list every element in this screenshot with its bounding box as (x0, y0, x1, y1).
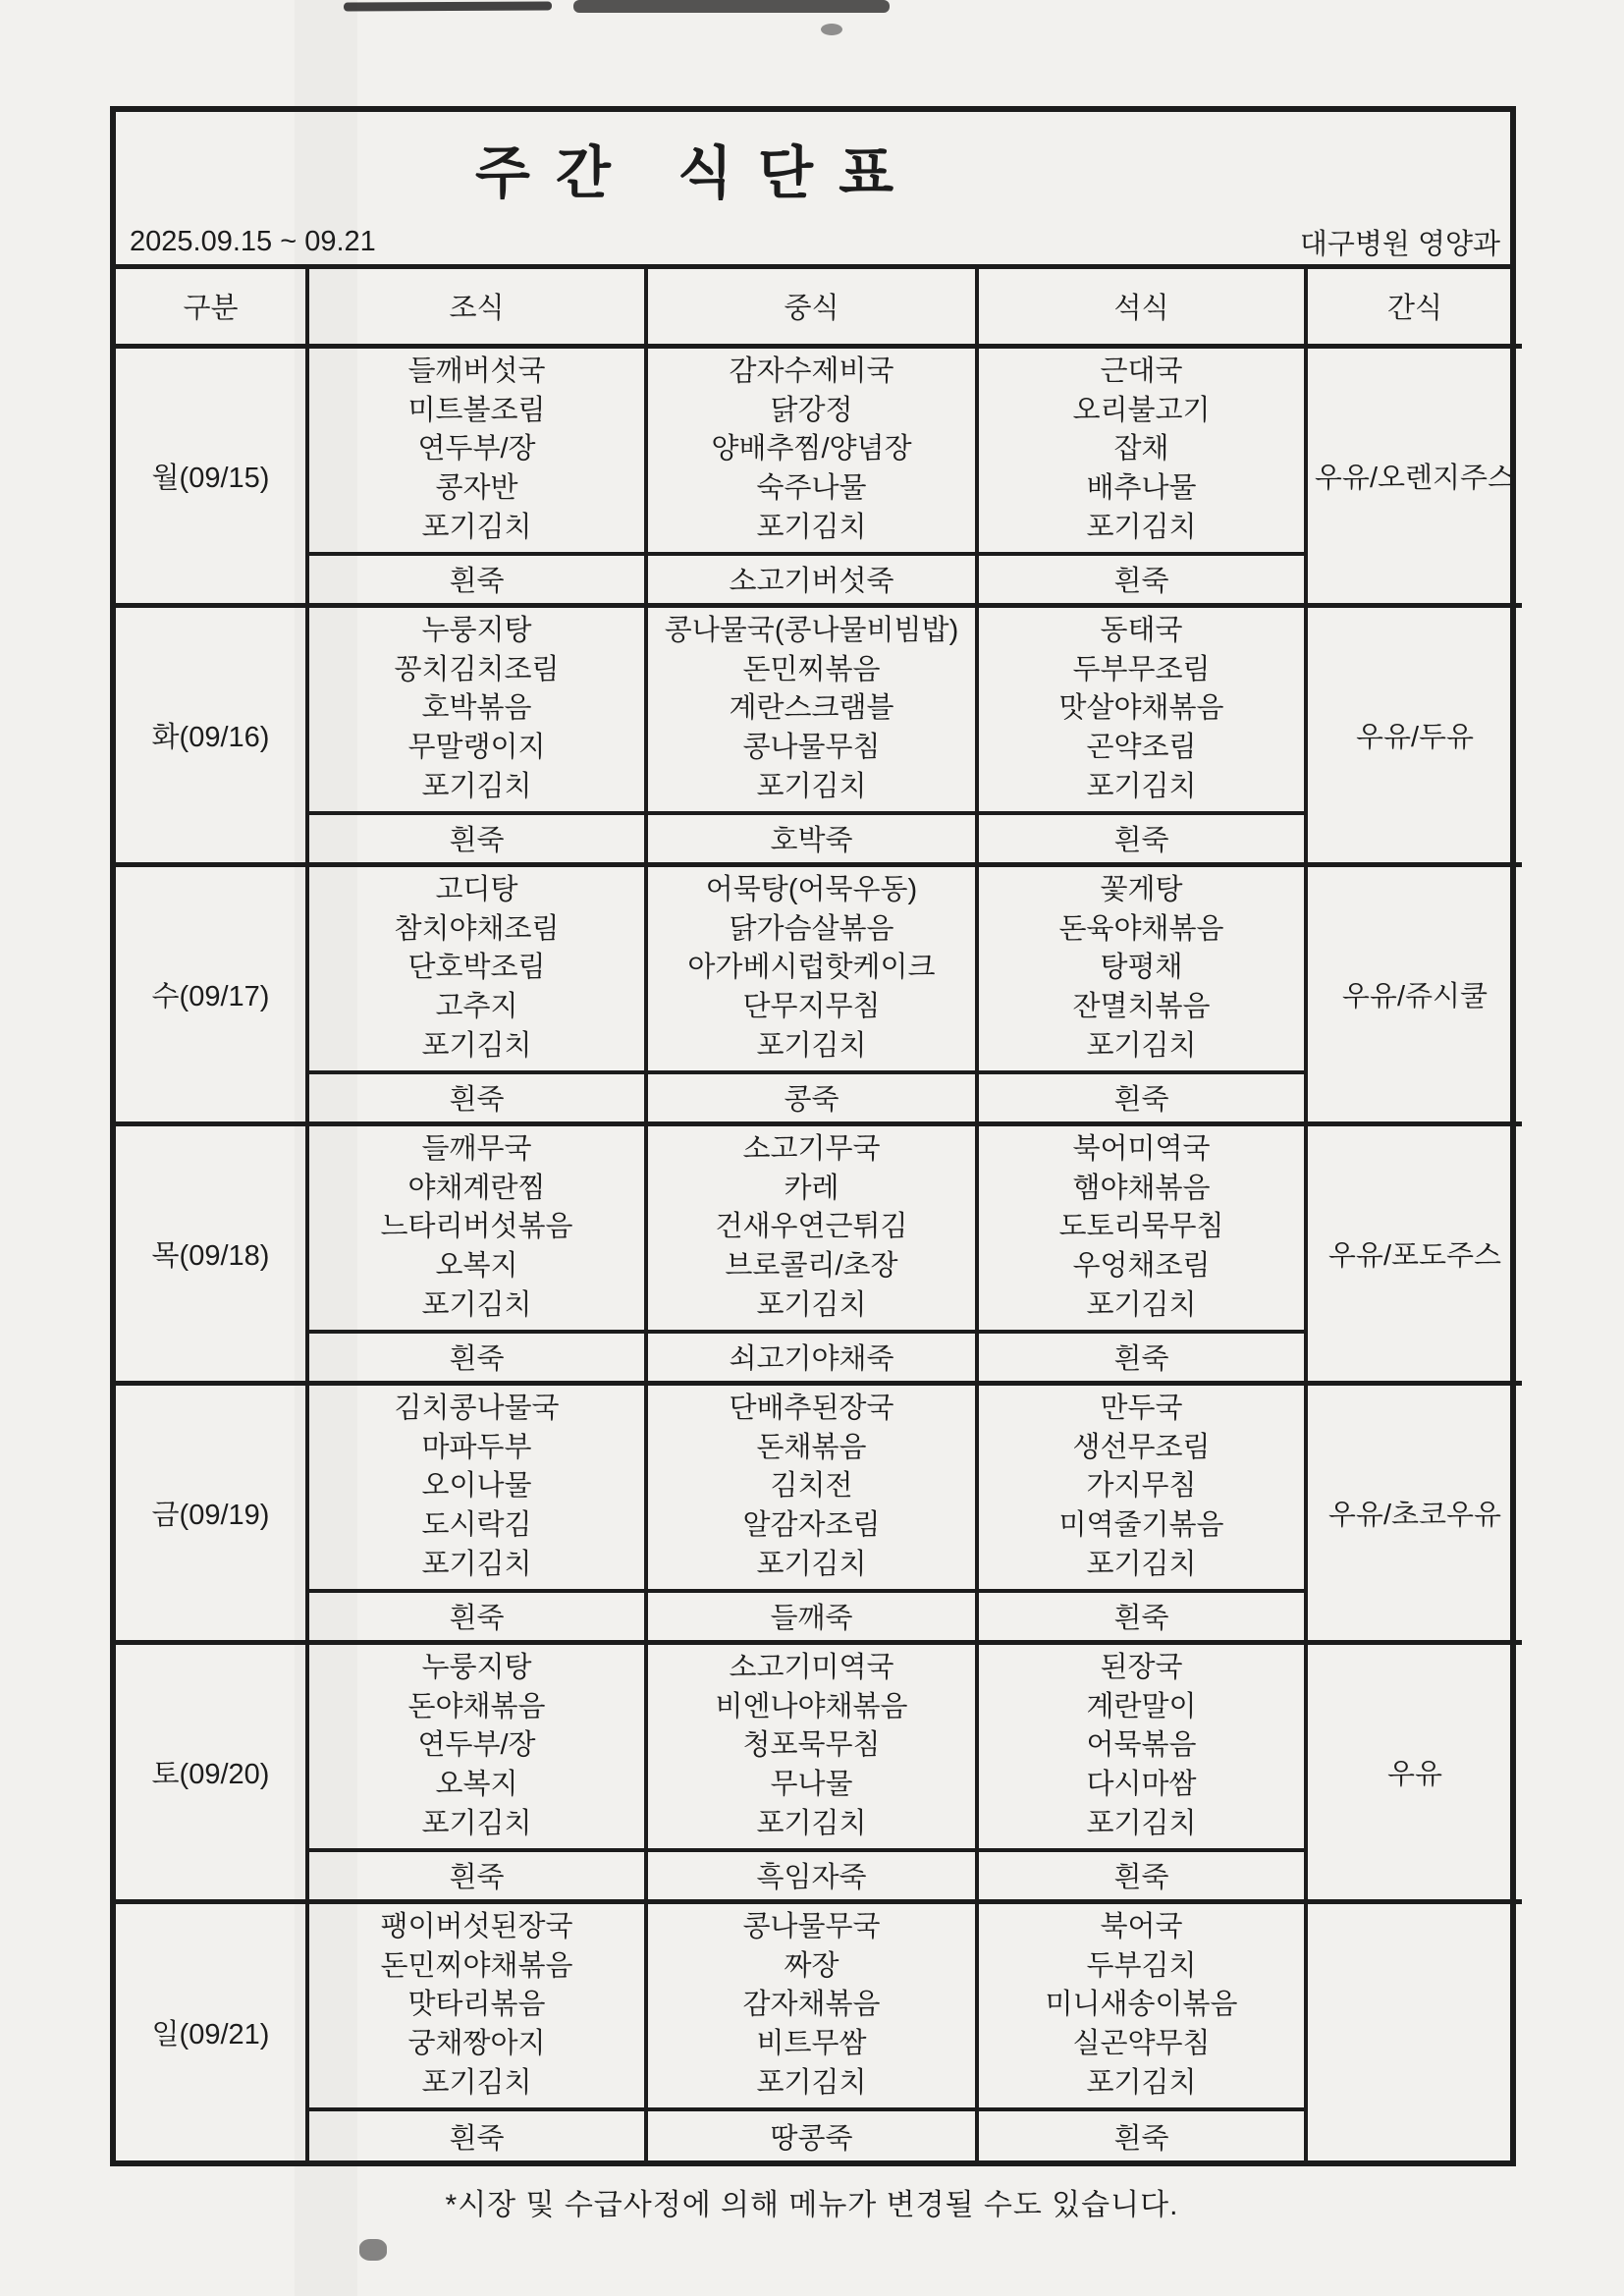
menu-item: 계란스크램블 (729, 692, 894, 725)
snack-cell: 우유/초코우유 (1306, 1383, 1522, 1642)
menu-item: 비엔나야채볶음 (715, 1690, 908, 1722)
menu-item: 북어국 (1100, 1911, 1183, 1942)
menu-item: 들깨버섯국 (407, 355, 546, 387)
breakfast-porridge-cell: 흰죽 (307, 554, 646, 605)
menu-item: 포기김치 (756, 2066, 867, 2099)
menu-item: 닭강정 (770, 394, 853, 426)
menu-item: 만두국 (1100, 1393, 1183, 1424)
lunch-menu-list (648, 1904, 975, 2106)
menu-item: 계란말이 (1086, 1690, 1197, 1722)
breakfast-porridge-cell: 흰죽 (307, 1591, 646, 1642)
meal-table (116, 269, 1522, 2160)
day-menu-row (116, 1123, 1522, 1332)
menu-item: 무말랭이지 (407, 731, 546, 763)
menu-item: 포기김치 (756, 770, 867, 802)
snack-cell: 우유/오렌지주스 (1306, 346, 1522, 605)
dinner-menu-cell (977, 1901, 1306, 2109)
menu-item: 포기김치 (421, 511, 532, 543)
scan-smudge (359, 2239, 387, 2261)
footnote: *시장 및 수급사정에 의해 메뉴가 변경될 수도 있습니다. (445, 2189, 1179, 2221)
menu-item: 연두부/장 (417, 433, 536, 465)
menu-item: 오복지 (435, 1768, 518, 1800)
menu-item: 동태국 (1100, 615, 1183, 646)
lunch-menu-cell (646, 1383, 977, 1591)
menu-item: 북어미역국 (1072, 1133, 1211, 1165)
menu-item: 건새우연근튀김 (715, 1211, 908, 1243)
meal-plan-sheet (110, 106, 1516, 2166)
menu-item: 콩나물무국 (742, 1911, 881, 1942)
dinner-menu-list (979, 349, 1304, 551)
menu-item: 호박볶음 (421, 692, 532, 725)
menu-item: 배추나물 (1086, 471, 1197, 504)
breakfast-menu-list (309, 1904, 644, 2106)
lunch-porridge-cell: 소고기버섯죽 (646, 554, 977, 605)
menu-item: 느타리버섯볶음 (380, 1211, 573, 1243)
menu-item: 미역줄기볶음 (1058, 1508, 1224, 1541)
day-label: 월(09/15) (151, 462, 270, 494)
menu-item: 어묵탕(어묵우동) (705, 874, 918, 905)
meal-table-header (116, 269, 1522, 346)
lunch-menu-list (648, 1126, 975, 1329)
lunch-porridge-cell: 땅콩죽 (646, 2109, 977, 2160)
lunch-menu-cell (646, 1642, 977, 1850)
breakfast-menu-cell (307, 864, 646, 1072)
lunch-porridge-cell: 호박죽 (646, 813, 977, 864)
menu-item: 짜장 (784, 1949, 839, 1982)
menu-item: 누룽지탕 (421, 1652, 532, 1683)
dinner-menu-list (979, 608, 1304, 810)
dinner-porridge-cell: 흰죽 (977, 554, 1306, 605)
day-menu-row (116, 864, 1522, 1072)
menu-item: 포기김치 (421, 2066, 532, 2099)
menu-item: 가지무침 (1086, 1470, 1197, 1503)
breakfast-menu-list (309, 349, 644, 551)
menu-item: 근대국 (1100, 355, 1183, 387)
menu-item: 아가베시럽핫케이크 (687, 952, 936, 984)
lunch-menu-list (648, 1645, 975, 1847)
menu-item: 돈야채볶음 (407, 1690, 546, 1722)
menu-item: 실곤약무침 (1072, 2027, 1211, 2059)
menu-item: 고디탕 (435, 874, 518, 905)
menu-item: 두부무조림 (1072, 653, 1211, 685)
menu-item: 생선무조림 (1072, 1431, 1211, 1463)
snack-cell: 우유/두유 (1306, 605, 1522, 864)
dinner-menu-cell (977, 1642, 1306, 1850)
title-row (116, 112, 1510, 224)
date-range: 2025.09.15 ~ 09.21 (130, 226, 376, 257)
header-dinner: 석식 (977, 269, 1306, 346)
breakfast-menu-list (309, 1645, 644, 1847)
organization-name: 대구병원 영양과 (1299, 229, 1500, 260)
menu-item: 누룽지탕 (421, 615, 532, 646)
menu-item: 알감자조림 (742, 1508, 881, 1541)
dinner-menu-list (979, 1904, 1304, 2106)
menu-item: 포기김치 (421, 1029, 532, 1062)
menu-item: 고추지 (435, 990, 518, 1022)
day-label-cell (116, 1383, 307, 1642)
breakfast-porridge-cell: 흰죽 (307, 1332, 646, 1383)
day-label: 화(09/16) (151, 721, 270, 753)
menu-item: 꽃게탕 (1100, 874, 1183, 905)
day-menu-row (116, 1901, 1522, 2109)
dinner-porridge-cell: 흰죽 (977, 2109, 1306, 2160)
menu-item: 다시마쌈 (1086, 1768, 1197, 1800)
menu-item: 잔멸치볶음 (1072, 990, 1211, 1022)
menu-item: 콩나물무침 (742, 731, 881, 763)
menu-item: 포기김치 (1086, 1807, 1197, 1839)
header-lunch: 중식 (646, 269, 977, 346)
day-label-cell (116, 1901, 307, 2160)
lunch-menu-cell (646, 346, 977, 554)
dinner-menu-cell (977, 605, 1306, 813)
menu-item: 청포묵무침 (742, 1729, 881, 1762)
header-category: 구분 (116, 269, 307, 346)
header-breakfast: 조식 (307, 269, 646, 346)
menu-item: 곤약조림 (1086, 731, 1197, 763)
menu-item: 도토리묵무침 (1058, 1211, 1224, 1243)
menu-item: 두부김치 (1086, 1949, 1197, 1982)
dinner-porridge-cell: 흰죽 (977, 1850, 1306, 1901)
day-label: 일(09/21) (151, 2018, 270, 2050)
menu-item: 탕평채 (1100, 952, 1183, 984)
snack-cell: 우유/쥬시쿨 (1306, 864, 1522, 1123)
lunch-menu-cell (646, 605, 977, 813)
menu-item: 연두부/장 (417, 1729, 536, 1762)
dinner-porridge-cell: 흰죽 (977, 1332, 1306, 1383)
dinner-menu-cell (977, 1123, 1306, 1332)
lunch-porridge-cell: 흑임자죽 (646, 1850, 977, 1901)
lunch-porridge-cell: 쇠고기야채죽 (646, 1332, 977, 1383)
menu-item: 포기김치 (1086, 770, 1197, 802)
breakfast-menu-list (309, 867, 644, 1069)
meta-row (116, 224, 1510, 269)
menu-item: 오복지 (435, 1249, 518, 1282)
lunch-menu-cell (646, 1123, 977, 1332)
scan-smudge (821, 24, 842, 35)
menu-item: 포기김치 (756, 1548, 867, 1580)
menu-item: 포기김치 (756, 1288, 867, 1321)
scan-smudge (344, 1, 552, 11)
day-label-cell (116, 1123, 307, 1383)
menu-item: 포기김치 (1086, 1288, 1197, 1321)
dinner-menu-cell (977, 346, 1306, 554)
lunch-menu-cell (646, 1901, 977, 2109)
menu-item: 마파두부 (421, 1431, 532, 1463)
page-title: 주간 식단표 (474, 141, 920, 205)
menu-item: 단배추된장국 (729, 1393, 894, 1424)
menu-item: 포기김치 (1086, 1029, 1197, 1062)
breakfast-menu-cell (307, 1901, 646, 2109)
lunch-menu-list (648, 1386, 975, 1588)
day-menu-row (116, 605, 1522, 813)
breakfast-menu-cell (307, 346, 646, 554)
menu-item: 단호박조림 (407, 952, 546, 984)
breakfast-menu-list (309, 1126, 644, 1329)
menu-item: 포기김치 (756, 1807, 867, 1839)
dinner-porridge-cell: 흰죽 (977, 813, 1306, 864)
dinner-menu-list (979, 867, 1304, 1069)
menu-item: 포기김치 (756, 511, 867, 543)
dinner-menu-cell (977, 1383, 1306, 1591)
menu-item: 카레 (784, 1172, 839, 1204)
menu-item: 포기김치 (421, 770, 532, 802)
menu-item: 닭가슴살볶음 (729, 912, 894, 945)
day-label-cell (116, 864, 307, 1123)
breakfast-menu-cell (307, 1383, 646, 1591)
breakfast-porridge-cell: 흰죽 (307, 1072, 646, 1123)
menu-item: 포기김치 (421, 1807, 532, 1839)
menu-item: 포기김치 (421, 1288, 532, 1321)
menu-item: 잡채 (1113, 433, 1169, 465)
breakfast-menu-cell (307, 1123, 646, 1332)
lunch-menu-list (648, 608, 975, 810)
snack-cell: 우유 (1306, 1642, 1522, 1901)
menu-item: 김치전 (770, 1470, 853, 1503)
menu-item: 포기김치 (1086, 2066, 1197, 2099)
menu-item: 궁채짱아지 (407, 2027, 546, 2059)
lunch-menu-list (648, 867, 975, 1069)
menu-item: 콩자반 (435, 471, 518, 504)
menu-item: 김치콩나물국 (394, 1393, 560, 1424)
menu-item: 비트무쌈 (756, 2027, 867, 2059)
menu-item: 된장국 (1100, 1652, 1183, 1683)
breakfast-menu-list (309, 1386, 644, 1588)
menu-item: 야채계란찜 (407, 1172, 546, 1204)
menu-item: 콩나물국(콩나물비빔밥) (664, 615, 959, 646)
menu-item: 포기김치 (1086, 511, 1197, 543)
menu-item: 브로콜리/초장 (725, 1249, 898, 1282)
header-snack: 간식 (1306, 269, 1522, 346)
day-label: 수(09/17) (151, 980, 270, 1012)
lunch-menu-list (648, 349, 975, 551)
menu-item: 어묵볶음 (1086, 1729, 1197, 1762)
menu-item: 돈채볶음 (756, 1431, 867, 1463)
menu-item: 돈육야채볶음 (1058, 912, 1224, 945)
breakfast-porridge-cell: 흰죽 (307, 813, 646, 864)
menu-item: 햄야채볶음 (1072, 1172, 1211, 1204)
menu-item: 양배추찜/양념장 (711, 433, 912, 465)
day-menu-row (116, 346, 1522, 554)
menu-item: 숙주나물 (756, 471, 867, 504)
dinner-menu-cell (977, 864, 1306, 1072)
menu-item: 들깨무국 (421, 1133, 532, 1165)
dinner-menu-list (979, 1645, 1304, 1847)
menu-item: 미니새송이볶음 (1045, 1989, 1238, 2021)
menu-item: 꽁치김치조림 (394, 653, 560, 685)
menu-item: 소고기미역국 (729, 1652, 894, 1683)
menu-item: 무나물 (770, 1768, 853, 1800)
dinner-porridge-cell: 흰죽 (977, 1072, 1306, 1123)
menu-item: 오리불고기 (1072, 394, 1211, 426)
menu-item: 맛타리볶음 (407, 1989, 546, 2021)
menu-item: 포기김치 (421, 1548, 532, 1580)
menu-item: 우엉채조림 (1072, 1249, 1211, 1282)
snack-cell: 우유/포도주스 (1306, 1123, 1522, 1383)
day-label: 토(09/20) (151, 1758, 270, 1790)
menu-table-body (116, 346, 1522, 2160)
day-label-cell (116, 346, 307, 605)
menu-item: 미트볼조림 (407, 394, 546, 426)
breakfast-menu-list (309, 608, 644, 810)
dinner-menu-list (979, 1126, 1304, 1329)
breakfast-menu-cell (307, 1642, 646, 1850)
breakfast-menu-cell (307, 605, 646, 813)
lunch-porridge-cell: 들깨죽 (646, 1591, 977, 1642)
snack-cell (1306, 1901, 1522, 2160)
day-menu-row (116, 1383, 1522, 1591)
day-label: 금(09/19) (151, 1499, 270, 1531)
day-label: 목(09/18) (151, 1239, 270, 1272)
lunch-porridge-cell: 콩죽 (646, 1072, 977, 1123)
menu-item: 포기김치 (756, 1029, 867, 1062)
breakfast-porridge-cell: 흰죽 (307, 1850, 646, 1901)
day-label-cell (116, 1642, 307, 1901)
menu-item: 감자채볶음 (742, 1989, 881, 2021)
menu-item: 돈민찌볶음 (742, 653, 881, 685)
menu-item: 소고기무국 (742, 1133, 881, 1165)
scan-smudge (573, 0, 890, 13)
lunch-menu-cell (646, 864, 977, 1072)
menu-item: 감자수제비국 (729, 355, 894, 387)
menu-item: 포기김치 (1086, 1548, 1197, 1580)
menu-item: 오이나물 (421, 1470, 532, 1503)
menu-item: 도시락김 (421, 1508, 532, 1541)
breakfast-porridge-cell: 흰죽 (307, 2109, 646, 2160)
menu-item: 단무지무침 (742, 990, 881, 1022)
dinner-porridge-cell: 흰죽 (977, 1591, 1306, 1642)
day-menu-row (116, 1642, 1522, 1850)
menu-item: 돈민찌야채볶음 (380, 1949, 573, 1982)
menu-item: 팽이버섯된장국 (380, 1911, 573, 1942)
menu-item: 참치야채조림 (394, 912, 560, 945)
dinner-menu-list (979, 1386, 1304, 1588)
day-label-cell (116, 605, 307, 864)
menu-item: 맛살야채볶음 (1058, 692, 1224, 725)
